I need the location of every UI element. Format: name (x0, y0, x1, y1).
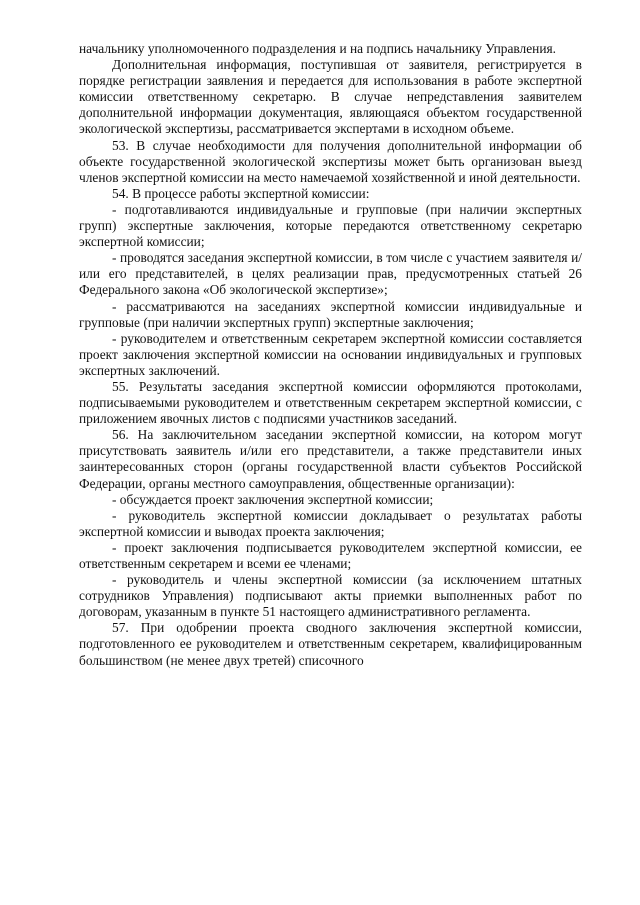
list-item-meetings: - проводятся заседания экспертной комиссии, в том числе с участием заявителя и/или его представителей, в целях реализации прав, предусмотренных статьей 26 Федерального закона «Об экологической экспертизе»; (79, 250, 582, 298)
paragraph-additional-information: Дополнительная информация, поступившая от заявителя, регистрируется в порядке регистрации заявления и передается для использования в работе экспертной комиссии ответственному секретарю. В случае непредставления заявителем дополнительной информации документация, являющаяся объектом государственной экологической экспертизы, рассматривается экспертами в исходном объеме. (79, 57, 582, 137)
list-item-draft-conclusion: - руководителем и ответственным секретарем экспертной комиссии составляется проект заключения экспертной комиссии на основании индивидуальных и групповых экспертных заключений. (79, 330, 582, 378)
paragraph-57: 57. При одобрении проекта сводного заключения экспертной комиссии, подготовленного ее руководителем и ответственным секретарем, квалифицированным большинством (не менее двух третей) списочного (79, 620, 582, 668)
paragraph-53: 53. В случае необходимости для получения дополнительной информации об объекте государственной экологической экспертизы может быть организован выезд членов экспертной комиссии на место намечаемой хозяйственной и иной деятельности. (79, 137, 582, 185)
paragraph-55: 55. Результаты заседания экспертной комиссии оформляются протоколами, подписываемыми руководителем и ответственным секретарем экспертной комиссии, с приложением явочных листов с подписями участников заседаний. (79, 378, 582, 427)
list-item-expert-conclusions: - подготавливаются индивидуальные и групповые (при наличии экспертных групп) экспертные заключения, которые передаются ответственному секретарю экспертной комиссии; (79, 201, 582, 250)
paragraph-54: 54. В процессе работы экспертной комиссии: (112, 185, 370, 201)
list-item-report-results: - руководитель экспертной комиссии докладывает о результатах работы экспертной комиссии и выводах проекта заключения; (79, 507, 582, 539)
list-item-sign-draft: - проект заключения подписывается руководителем экспертной комиссии, ее ответственным секретарем и всеми ее членами; (79, 539, 582, 571)
document-page (79, 41, 582, 669)
list-item-discuss-draft: - обсуждается проект заключения экспертной комиссии; (112, 491, 434, 507)
paragraph-56: 56. На заключительном заседании экспертной комиссии, на котором могут присутствовать заявитель и/или его представители, а также представители иных заинтересованных сторон (органы государственной власти субъектов Российской Федерации, органы местного самоуправления, общественные организации): (79, 427, 582, 491)
list-item-review-conclusions: - рассматриваются на заседаниях экспертной комиссии индивидуальные и групповые (при наличии экспертных групп) экспертные заключения; (79, 298, 582, 330)
list-item-acceptance-acts: - руководитель и члены экспертной комиссии (за исключением штатных сотрудников Управления) подписывают акты приемки выполненных работ по договорам, указанным в пункте 51 настоящего административного регламента. (79, 572, 582, 620)
paragraph-continuation: начальнику уполномоченного подразделения и на подпись начальнику Управления. (79, 41, 556, 56)
